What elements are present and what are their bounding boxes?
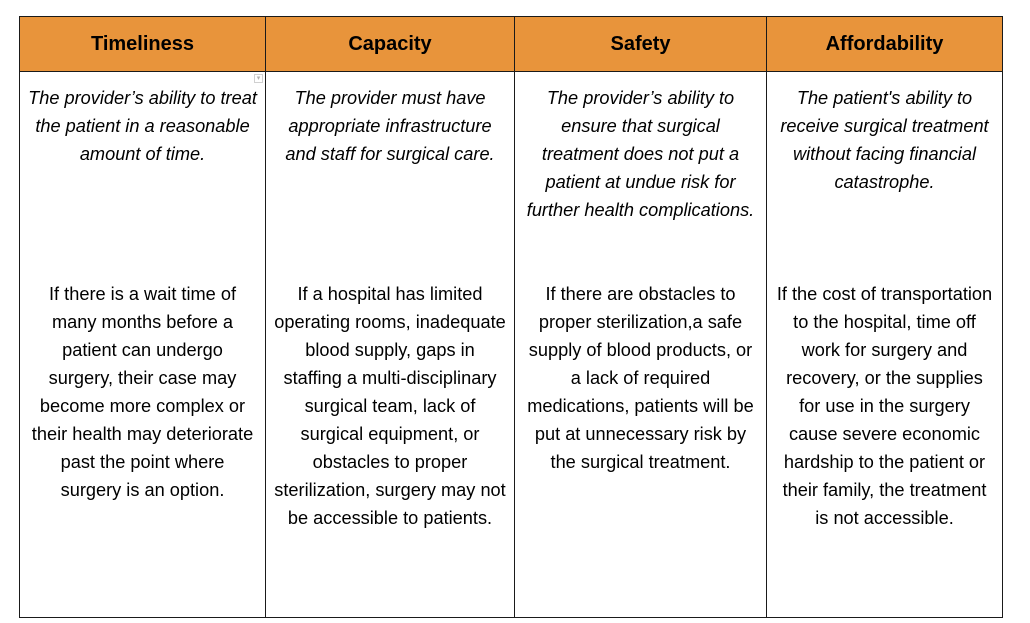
timeliness-example: If there is a wait time of many months before a patient can undergo surgery, their case may become more complex or their health may deteriorate past the point where surgery is an option. — [31, 284, 254, 500]
cell-safety[interactable] — [515, 72, 767, 618]
affordability-example: If the cost of transportation to the hospital, time off work for surgery and recovery, or the supplies for use in the surgery cause severe economic hardship to the patient or their family, the treatment is not accessible. — [776, 284, 993, 528]
cell-timeliness[interactable] — [20, 72, 266, 618]
dropdown-caret-icon[interactable]: ▾ — [254, 74, 263, 83]
header-affordability: Affordability — [767, 17, 1003, 72]
capacity-example: If a hospital has limited operating rooms, inadequate blood supply, gaps in staffing a multi-disciplinary surgical team, lack of surgical equipment, or obstacles to proper sterilization, surgery may not be accessible to patients. — [274, 284, 506, 528]
header-timeliness: Timeliness — [20, 17, 266, 72]
safety-definition: The provider’s ability to ensure that surgical treatment does not put a patient at undue risk for further health complications. — [526, 88, 755, 220]
header-safety: Safety — [515, 17, 767, 72]
content-row — [20, 72, 1003, 618]
cell-capacity[interactable] — [266, 72, 515, 618]
header-row — [20, 17, 1003, 72]
header-capacity: Capacity — [266, 17, 515, 72]
safety-example: If there are obstacles to proper sterilization,a safe supply of blood products, or a lack of required medications, patients will be put at unnecessary risk by the surgical treatment. — [527, 284, 754, 472]
timeliness-definition: The provider’s ability to treat the patient in a reasonable amount of time. — [28, 88, 257, 164]
affordability-definition: The patient's ability to receive surgical treatment without facing financial catastrophe. — [780, 88, 989, 192]
capacity-definition: The provider must have appropriate infrastructure and staff for surgical care. — [285, 88, 495, 164]
surgical-access-table — [19, 16, 1003, 618]
cell-affordability[interactable] — [767, 72, 1003, 618]
